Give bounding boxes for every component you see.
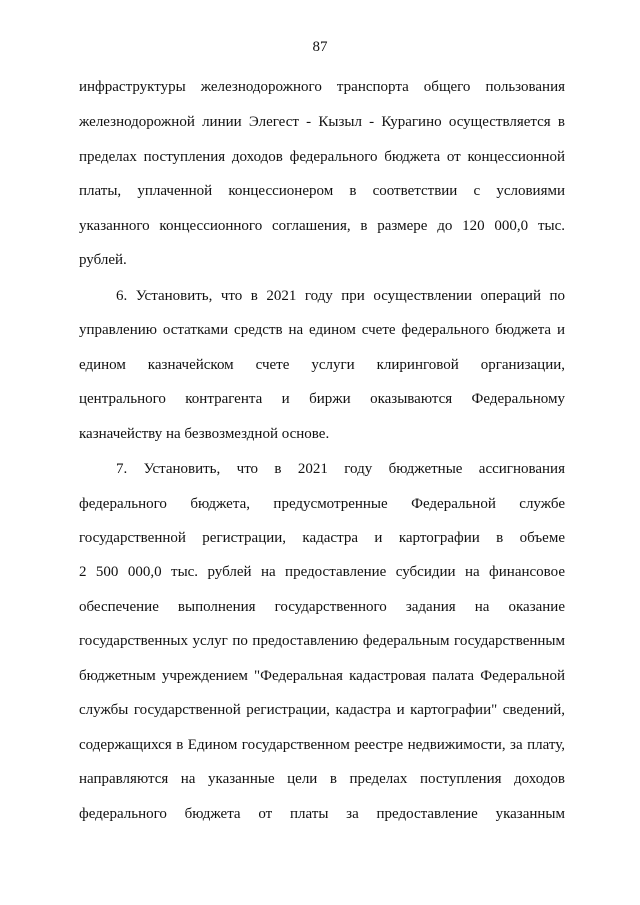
- text-line: государственных услуг по предоставлению федеральным государственным: [79, 633, 565, 649]
- text-line: службы государственной регистрации, кадастра и картографии" сведений,: [79, 702, 565, 718]
- text-line: федерального бюджета, предусмотренные Федеральной службе: [79, 496, 565, 512]
- text-line: федерального бюджета от платы за предоставление указанным: [79, 806, 565, 822]
- text-line: бюджетным учреждением "Федеральная кадастровая палата Федеральной: [79, 668, 565, 684]
- text-line: государственной регистрации, кадастра и картографии в объеме: [79, 530, 565, 546]
- text-line: железнодорожной линии Элегест - Кызыл - Курагино осуществляется в: [79, 114, 565, 130]
- text-line: инфраструктуры железнодорожного транспорта общего пользования: [79, 79, 565, 95]
- text-line: указанного концессионного соглашения, в размере до 120 000,0 тыс.: [79, 218, 565, 234]
- text-line: центрального контрагента и биржи оказываются Федеральному: [79, 391, 565, 407]
- paragraph-6-first-line: 6. Установить, что в 2021 году при осуществлении операций по: [116, 288, 565, 304]
- text-line: содержащихся в Едином государственном реестре недвижимости, за плату,: [79, 737, 565, 753]
- paragraph-7-first-line: 7. Установить, что в 2021 году бюджетные ассигнования: [116, 461, 565, 477]
- text-line: направляются на указанные цели в пределах поступления доходов: [79, 771, 565, 787]
- text-line: обеспечение выполнения государственного задания на оказание: [79, 599, 565, 615]
- text-line: 2 500 000,0 тыс. рублей на предоставление субсидии на финансовое: [79, 564, 565, 580]
- text-line: едином казначейском счете услуги клиринговой организации,: [79, 357, 565, 373]
- text-line: казначейству на безвозмездной основе.: [79, 426, 330, 442]
- page-number: 87: [312, 39, 328, 55]
- text-line: рублей.: [79, 252, 127, 268]
- text-line: платы, уплаченной концессионером в соответствии с условиями: [79, 183, 565, 199]
- text-line: управлению остатками средств на едином счете федерального бюджета и: [79, 322, 565, 338]
- text-line: пределах поступления доходов федерального бюджета от концессионной: [79, 149, 565, 165]
